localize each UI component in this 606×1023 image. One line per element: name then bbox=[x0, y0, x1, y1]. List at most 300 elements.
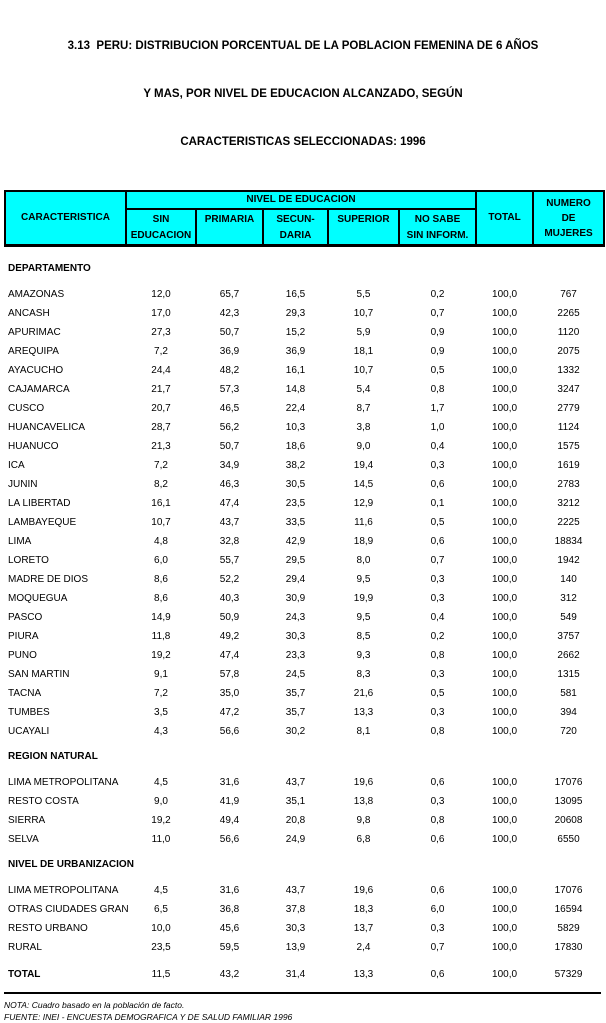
row-label: JUNIN bbox=[8, 478, 38, 490]
row-label: RURAL bbox=[8, 941, 42, 953]
cell-secundaria: 38,2 bbox=[285, 459, 306, 471]
cell-sin-educacion: 11,0 bbox=[151, 833, 171, 845]
cell-total: 100,0 bbox=[492, 941, 518, 953]
row-label: SIERRA bbox=[8, 814, 46, 826]
row-label: APURIMAC bbox=[8, 326, 61, 338]
header-numero-line-2: DE bbox=[561, 212, 576, 224]
cell-secundaria: 30,2 bbox=[285, 725, 306, 737]
cell-secundaria: 24,5 bbox=[285, 668, 306, 680]
cell-primaria: 57,3 bbox=[219, 383, 240, 395]
cell-no-sabe-sin-inform: 0,6 bbox=[430, 478, 445, 490]
cell-no-sabe-sin-inform: 0,8 bbox=[430, 725, 445, 737]
row-label: CUSCO bbox=[8, 402, 45, 414]
cell-numero-de-mujeres: 312 bbox=[560, 592, 577, 604]
cell-total: 100,0 bbox=[492, 725, 518, 737]
header-no-sabe-sin-inform bbox=[399, 209, 476, 246]
cell-no-sabe-sin-inform: 0,1 bbox=[430, 497, 445, 509]
cell-numero-de-mujeres: 2662 bbox=[557, 649, 580, 661]
cell-superior: 19,4 bbox=[353, 459, 374, 471]
row-label: HUANUCO bbox=[8, 440, 59, 452]
cell-primaria: 47,2 bbox=[219, 706, 240, 718]
statistics-table bbox=[4, 190, 605, 984]
table-row bbox=[5, 900, 604, 919]
table-row bbox=[5, 589, 604, 608]
spacer-row bbox=[5, 874, 604, 881]
cell-total: 100,0 bbox=[492, 459, 518, 471]
header-superior bbox=[328, 209, 399, 246]
cell-primaria: 50,7 bbox=[219, 440, 240, 452]
cell-numero-de-mujeres: 5829 bbox=[557, 922, 580, 934]
cell-superior: 21,6 bbox=[353, 687, 374, 699]
cell-total: 100,0 bbox=[492, 497, 518, 509]
spacer-cell bbox=[5, 278, 604, 285]
cell-primaria: 56,2 bbox=[219, 421, 240, 433]
table-row bbox=[5, 323, 604, 342]
cell-no-sabe-sin-inform: 0,9 bbox=[430, 345, 445, 357]
section-header-row bbox=[5, 747, 604, 766]
section-header-label: DEPARTAMENTO bbox=[8, 262, 91, 274]
header-nivel-de-educacion: NIVEL DE EDUCACION bbox=[126, 191, 476, 209]
row-label: UCAYALI bbox=[8, 725, 50, 737]
table-row bbox=[5, 665, 604, 684]
cell-numero-de-mujeres: 6550 bbox=[557, 833, 580, 845]
cell-superior: 8,0 bbox=[356, 554, 371, 566]
table-row bbox=[5, 608, 604, 627]
header-sub-line: SIN bbox=[152, 214, 170, 225]
cell-numero-de-mujeres: 140 bbox=[560, 573, 577, 585]
cell-total: 100,0 bbox=[492, 776, 518, 788]
cell-numero-de-mujeres: 1619 bbox=[557, 459, 580, 471]
cell-primaria: 56,6 bbox=[219, 833, 240, 845]
cell-numero-de-mujeres: 549 bbox=[560, 611, 577, 623]
cell-sin-educacion: 4,5 bbox=[154, 884, 168, 896]
cell-no-sabe-sin-inform: 6,0 bbox=[430, 903, 445, 915]
header-sub-line: NO SABE bbox=[414, 214, 461, 225]
cell-sin-educacion: 20,7 bbox=[151, 402, 171, 414]
cell-total: 100,0 bbox=[492, 706, 518, 718]
cell-no-sabe-sin-inform: 0,6 bbox=[430, 776, 445, 788]
header-sub-line: SUPERIOR bbox=[337, 214, 390, 225]
cell-secundaria: 31,4 bbox=[285, 968, 306, 980]
cell-no-sabe-sin-inform: 0,8 bbox=[430, 383, 445, 395]
cell-total: 100,0 bbox=[492, 573, 518, 585]
cell-numero-de-mujeres: 720 bbox=[560, 725, 577, 737]
row-label: LA LIBERTAD bbox=[8, 497, 71, 509]
row-label: SAN MARTIN bbox=[8, 668, 70, 680]
cell-superior: 9,5 bbox=[356, 573, 371, 585]
cell-superior: 18,9 bbox=[353, 535, 374, 547]
cell-superior: 9,3 bbox=[356, 649, 371, 661]
cell-numero-de-mujeres: 2075 bbox=[557, 345, 580, 357]
cell-primaria: 35,0 bbox=[219, 687, 240, 699]
cell-secundaria: 18,6 bbox=[285, 440, 306, 452]
cell-no-sabe-sin-inform: 0,6 bbox=[430, 535, 445, 547]
cell-secundaria: 23,5 bbox=[285, 497, 306, 509]
cell-primaria: 48,2 bbox=[219, 364, 240, 376]
cell-primaria: 46,5 bbox=[219, 402, 240, 414]
table-row bbox=[5, 881, 604, 900]
cell-superior: 8,5 bbox=[356, 630, 371, 642]
cell-no-sabe-sin-inform: 0,3 bbox=[430, 592, 445, 604]
cell-numero-de-mujeres: 17076 bbox=[554, 884, 583, 896]
cell-primaria: 41,9 bbox=[219, 795, 240, 807]
cell-secundaria: 13,9 bbox=[285, 941, 306, 953]
cell-no-sabe-sin-inform: 0,8 bbox=[430, 649, 445, 661]
cell-sin-educacion: 6,0 bbox=[154, 554, 168, 566]
row-label: AREQUIPA bbox=[8, 345, 59, 357]
cell-primaria: 46,3 bbox=[219, 478, 240, 490]
footer-fuente: FUENTE: INEI - ENCUESTA DEMOGRAFICA Y DE SALUD FAMILIAR 1996 bbox=[4, 1011, 293, 1022]
row-label: MOQUEGUA bbox=[8, 592, 68, 604]
cell-secundaria: 36,9 bbox=[285, 345, 306, 357]
cell-secundaria: 30,3 bbox=[285, 630, 306, 642]
row-label: LORETO bbox=[8, 554, 49, 566]
table-row bbox=[5, 811, 604, 830]
cell-total: 100,0 bbox=[492, 649, 518, 661]
cell-primaria: 32,8 bbox=[219, 535, 240, 547]
header-sub-line: EDUCACION bbox=[130, 230, 192, 241]
header-secundaria bbox=[263, 209, 328, 246]
cell-primaria: 47,4 bbox=[219, 649, 240, 661]
cell-primaria: 59,5 bbox=[219, 941, 240, 953]
cell-secundaria: 20,8 bbox=[285, 814, 306, 826]
cell-superior: 13,3 bbox=[353, 706, 374, 718]
cell-numero-de-mujeres: 17076 bbox=[554, 776, 583, 788]
row-label: ANCASH bbox=[8, 307, 50, 319]
cell-superior: 10,7 bbox=[353, 364, 374, 376]
cell-total: 100,0 bbox=[492, 516, 518, 528]
cell-sin-educacion: 21,3 bbox=[151, 440, 171, 452]
cell-numero-de-mujeres: 581 bbox=[560, 687, 577, 699]
table-row bbox=[5, 792, 604, 811]
cell-sin-educacion: 6,5 bbox=[154, 903, 168, 915]
cell-numero-de-mujeres: 18834 bbox=[554, 535, 583, 547]
row-label: LIMA bbox=[8, 535, 32, 547]
cell-numero-de-mujeres: 2225 bbox=[557, 516, 580, 528]
table-row bbox=[5, 830, 604, 849]
cell-sin-educacion: 11,8 bbox=[151, 630, 171, 642]
cell-total: 100,0 bbox=[492, 307, 518, 319]
cell-total: 100,0 bbox=[492, 326, 518, 338]
cell-superior: 9,0 bbox=[356, 440, 371, 452]
table-row bbox=[5, 532, 604, 551]
cell-superior: 5,9 bbox=[356, 326, 371, 338]
row-label: TUMBES bbox=[8, 706, 50, 718]
cell-no-sabe-sin-inform: 0,6 bbox=[430, 833, 445, 845]
cell-sin-educacion: 19,2 bbox=[151, 649, 171, 661]
header-total: TOTAL bbox=[476, 191, 533, 246]
cell-no-sabe-sin-inform: 0,3 bbox=[430, 459, 445, 471]
section-header-label: NIVEL DE URBANIZACION bbox=[8, 858, 134, 870]
cell-secundaria: 43,7 bbox=[285, 884, 306, 896]
table-row bbox=[5, 494, 604, 513]
cell-total: 100,0 bbox=[492, 535, 518, 547]
section-header-row bbox=[5, 259, 604, 278]
table-header bbox=[5, 191, 604, 246]
cell-sin-educacion: 8,6 bbox=[154, 592, 168, 604]
cell-total: 100,0 bbox=[492, 611, 518, 623]
cell-superior: 14,5 bbox=[353, 478, 374, 490]
cell-numero-de-mujeres: 3247 bbox=[557, 383, 580, 395]
cell-sin-educacion: 8,6 bbox=[154, 573, 168, 585]
spacer-cell bbox=[5, 246, 604, 259]
row-label: LIMA METROPOLITANA bbox=[8, 884, 119, 896]
row-label: PUNO bbox=[8, 649, 37, 661]
cell-total: 100,0 bbox=[492, 687, 518, 699]
header-sub-line: SECUN- bbox=[276, 214, 315, 225]
cell-total: 100,0 bbox=[492, 833, 518, 845]
cell-primaria: 52,2 bbox=[219, 573, 240, 585]
cell-numero-de-mujeres: 1575 bbox=[557, 440, 580, 452]
cell-sin-educacion: 28,7 bbox=[151, 421, 171, 433]
cell-primaria: 34,9 bbox=[219, 459, 240, 471]
cell-primaria: 65,7 bbox=[219, 288, 240, 300]
cell-superior: 5,4 bbox=[356, 383, 371, 395]
cell-primaria: 50,7 bbox=[219, 326, 240, 338]
table-row bbox=[5, 361, 604, 380]
table-row bbox=[5, 418, 604, 437]
table-row bbox=[5, 380, 604, 399]
cell-secundaria: 16,5 bbox=[285, 288, 306, 300]
cell-secundaria: 30,5 bbox=[285, 478, 306, 490]
row-label: AMAZONAS bbox=[8, 288, 65, 300]
table-row bbox=[5, 513, 604, 532]
table-row bbox=[5, 646, 604, 665]
cell-superior: 18,3 bbox=[353, 903, 374, 915]
cell-primaria: 36,8 bbox=[219, 903, 240, 915]
cell-secundaria: 29,4 bbox=[285, 573, 306, 585]
cell-no-sabe-sin-inform: 0,6 bbox=[430, 968, 445, 980]
cell-total: 100,0 bbox=[492, 554, 518, 566]
cell-primaria: 40,3 bbox=[219, 592, 240, 604]
cell-total: 100,0 bbox=[492, 364, 518, 376]
cell-no-sabe-sin-inform: 0,3 bbox=[430, 706, 445, 718]
header-numero-de-mujeres bbox=[533, 191, 604, 246]
cell-total: 100,0 bbox=[492, 903, 518, 915]
table-row bbox=[5, 627, 604, 646]
cell-primaria: 31,6 bbox=[219, 776, 240, 788]
spacer-cell bbox=[5, 766, 604, 773]
cell-no-sabe-sin-inform: 0,4 bbox=[430, 611, 445, 623]
cell-total: 100,0 bbox=[492, 421, 518, 433]
cell-total: 100,0 bbox=[492, 592, 518, 604]
cell-numero-de-mujeres: 16594 bbox=[554, 903, 583, 915]
cell-numero-de-mujeres: 57329 bbox=[554, 968, 583, 980]
row-label: PASCO bbox=[8, 611, 43, 623]
cell-superior: 9,8 bbox=[356, 814, 371, 826]
title-line-2: Y MAS, POR NIVEL DE EDUCACION ALCANZADO, SEGÚN bbox=[143, 88, 463, 100]
table-row bbox=[5, 304, 604, 323]
section-header-row bbox=[5, 855, 604, 874]
row-label: RESTO URBANO bbox=[8, 922, 88, 934]
cell-total: 100,0 bbox=[492, 968, 518, 980]
cell-superior: 19,6 bbox=[353, 776, 374, 788]
cell-numero-de-mujeres: 20608 bbox=[554, 814, 583, 826]
cell-sin-educacion: 9,0 bbox=[154, 795, 168, 807]
cell-primaria: 43,7 bbox=[219, 516, 240, 528]
row-label: RESTO COSTA bbox=[8, 795, 79, 807]
cell-total: 100,0 bbox=[492, 402, 518, 414]
cell-secundaria: 24,3 bbox=[285, 611, 306, 623]
cell-superior: 13,8 bbox=[353, 795, 374, 807]
cell-total: 100,0 bbox=[492, 345, 518, 357]
cell-numero-de-mujeres: 767 bbox=[560, 288, 577, 300]
cell-sin-educacion: 4,8 bbox=[154, 535, 168, 547]
spacer-cell bbox=[5, 874, 604, 881]
cell-no-sabe-sin-inform: 0,3 bbox=[430, 573, 445, 585]
cell-secundaria: 35,1 bbox=[285, 795, 306, 807]
cell-secundaria: 43,7 bbox=[285, 776, 306, 788]
spacer-row bbox=[5, 278, 604, 285]
row-label: HUANCAVELICA bbox=[8, 421, 86, 433]
row-label: ICA bbox=[8, 459, 25, 471]
table-row bbox=[5, 703, 604, 722]
cell-no-sabe-sin-inform: 0,9 bbox=[430, 326, 445, 338]
cell-secundaria: 23,3 bbox=[285, 649, 306, 661]
cell-sin-educacion: 10,7 bbox=[151, 516, 171, 528]
cell-sin-educacion: 7,2 bbox=[154, 687, 168, 699]
cell-superior: 12,9 bbox=[353, 497, 374, 509]
cell-superior: 8,7 bbox=[356, 402, 371, 414]
row-label: MADRE DE DIOS bbox=[8, 573, 89, 585]
cell-numero-de-mujeres: 3212 bbox=[557, 497, 580, 509]
cell-secundaria: 24,9 bbox=[285, 833, 306, 845]
cell-superior: 19,6 bbox=[353, 884, 374, 896]
cell-secundaria: 35,7 bbox=[285, 687, 306, 699]
spacer-row bbox=[5, 957, 604, 965]
table-row bbox=[5, 773, 604, 792]
title-line-1: 3.13 PERU: DISTRIBUCION PORCENTUAL DE LA POBLACION FEMENINA DE 6 AÑOS bbox=[67, 40, 539, 52]
title-line-3: CARACTERISTICAS SELECCIONADAS: 1996 bbox=[180, 136, 426, 148]
table-row bbox=[5, 456, 604, 475]
cell-primaria: 31,6 bbox=[219, 884, 240, 896]
row-label: TACNA bbox=[8, 687, 42, 699]
row-label: PIURA bbox=[8, 630, 39, 642]
cell-no-sabe-sin-inform: 0,5 bbox=[430, 364, 445, 376]
cell-no-sabe-sin-inform: 0,3 bbox=[430, 795, 445, 807]
row-label: SELVA bbox=[8, 833, 39, 845]
cell-superior: 10,7 bbox=[353, 307, 374, 319]
total-row bbox=[5, 965, 604, 984]
cell-no-sabe-sin-inform: 0,4 bbox=[430, 440, 445, 452]
cell-numero-de-mujeres: 1315 bbox=[557, 668, 580, 680]
cell-sin-educacion: 7,2 bbox=[154, 345, 168, 357]
cell-sin-educacion: 9,1 bbox=[154, 668, 168, 680]
cell-total: 100,0 bbox=[492, 795, 518, 807]
header-sub-line: DARIA bbox=[279, 230, 312, 241]
table-row bbox=[5, 938, 604, 957]
footer-nota: NOTA: Cuadro basado en la población de facto. bbox=[4, 999, 185, 1010]
cell-sin-educacion: 8,2 bbox=[154, 478, 168, 490]
table-row bbox=[5, 684, 604, 703]
cell-no-sabe-sin-inform: 0,8 bbox=[430, 814, 445, 826]
cell-sin-educacion: 21,7 bbox=[151, 383, 171, 395]
cell-total: 100,0 bbox=[492, 383, 518, 395]
cell-numero-de-mujeres: 1942 bbox=[557, 554, 580, 566]
cell-sin-educacion: 7,2 bbox=[154, 459, 168, 471]
cell-superior: 8,3 bbox=[356, 668, 371, 680]
cell-superior: 13,3 bbox=[353, 968, 374, 980]
cell-secundaria: 29,3 bbox=[285, 307, 306, 319]
cell-primaria: 56,6 bbox=[219, 725, 240, 737]
row-label: LAMBAYEQUE bbox=[8, 516, 77, 528]
cell-primaria: 42,3 bbox=[219, 307, 240, 319]
cell-numero-de-mujeres: 2265 bbox=[557, 307, 580, 319]
cell-numero-de-mujeres: 3757 bbox=[557, 630, 580, 642]
cell-numero-de-mujeres: 2779 bbox=[557, 402, 580, 414]
cell-sin-educacion: 4,5 bbox=[154, 776, 168, 788]
cell-numero-de-mujeres: 1120 bbox=[557, 326, 580, 338]
cell-total: 100,0 bbox=[492, 440, 518, 452]
table-row bbox=[5, 722, 604, 741]
table-body bbox=[5, 246, 604, 984]
cell-primaria: 55,7 bbox=[219, 554, 240, 566]
cell-no-sabe-sin-inform: 1,7 bbox=[430, 402, 445, 414]
cell-total: 100,0 bbox=[492, 630, 518, 642]
table-row bbox=[5, 919, 604, 938]
cell-numero-de-mujeres: 1124 bbox=[557, 421, 580, 433]
cell-secundaria: 30,9 bbox=[285, 592, 306, 604]
cell-sin-educacion: 27,3 bbox=[151, 326, 171, 338]
cell-total: 100,0 bbox=[492, 922, 518, 934]
table-row bbox=[5, 551, 604, 570]
cell-no-sabe-sin-inform: 0,2 bbox=[430, 630, 445, 642]
cell-superior: 19,9 bbox=[353, 592, 374, 604]
cell-superior: 2,4 bbox=[356, 941, 371, 953]
cell-primaria: 57,8 bbox=[219, 668, 240, 680]
cell-sin-educacion: 4,3 bbox=[154, 725, 168, 737]
cell-sin-educacion: 23,5 bbox=[151, 941, 171, 953]
cell-superior: 9,5 bbox=[356, 611, 371, 623]
cell-superior: 11,6 bbox=[354, 516, 373, 528]
header-sub-line: PRIMARIA bbox=[204, 214, 255, 225]
header-sub-line: SIN INFORM. bbox=[406, 230, 469, 241]
cell-numero-de-mujeres: 17830 bbox=[554, 941, 583, 953]
cell-primaria: 49,2 bbox=[219, 630, 240, 642]
cell-primaria: 47,4 bbox=[219, 497, 240, 509]
header-numero-line-3: MUJERES bbox=[544, 227, 593, 239]
cell-superior: 6,8 bbox=[356, 833, 371, 845]
header-numero-line-1: NUMERO bbox=[546, 197, 591, 209]
cell-secundaria: 42,9 bbox=[285, 535, 306, 547]
row-label: TOTAL bbox=[8, 968, 41, 980]
cell-secundaria: 16,1 bbox=[285, 364, 306, 376]
table-row bbox=[5, 475, 604, 494]
cell-sin-educacion: 14,9 bbox=[151, 611, 171, 623]
cell-superior: 18,1 bbox=[353, 345, 374, 357]
cell-no-sabe-sin-inform: 0,2 bbox=[430, 288, 445, 300]
cell-total: 100,0 bbox=[492, 814, 518, 826]
table-row bbox=[5, 285, 604, 304]
cell-primaria: 45,6 bbox=[219, 922, 240, 934]
header-caracteristica: CARACTERISTICA bbox=[5, 191, 126, 246]
cell-secundaria: 33,5 bbox=[285, 516, 306, 528]
header-primaria bbox=[196, 209, 263, 246]
table-row bbox=[5, 437, 604, 456]
cell-no-sabe-sin-inform: 0,3 bbox=[430, 668, 445, 680]
cell-primaria: 36,9 bbox=[219, 345, 240, 357]
cell-total: 100,0 bbox=[492, 668, 518, 680]
table-row bbox=[5, 342, 604, 361]
cell-no-sabe-sin-inform: 0,7 bbox=[430, 554, 445, 566]
cell-primaria: 50,9 bbox=[219, 611, 240, 623]
cell-superior: 8,1 bbox=[356, 725, 371, 737]
footer-divider bbox=[4, 992, 601, 994]
cell-total: 100,0 bbox=[492, 884, 518, 896]
header-sin-educacion bbox=[126, 209, 196, 246]
cell-superior: 5,5 bbox=[356, 288, 371, 300]
cell-sin-educacion: 12,0 bbox=[151, 288, 171, 300]
